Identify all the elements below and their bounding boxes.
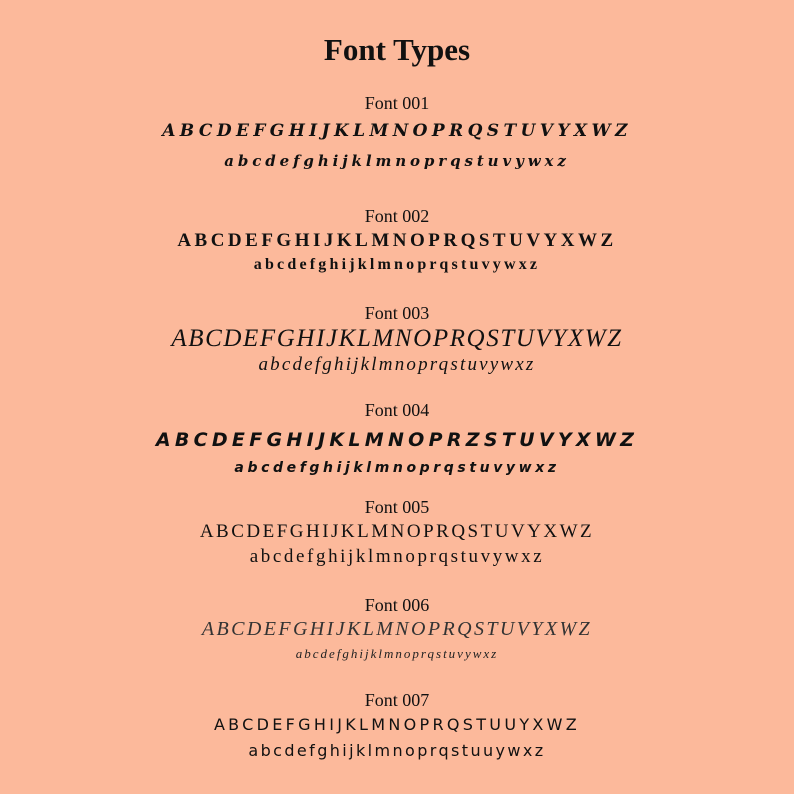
uppercase-sample: ABCDEFGHIJKLMNOPRQSTUVYXWZ bbox=[162, 121, 632, 141]
lowercase-sample: abcdefghijklmnoprqstuvywxz bbox=[224, 152, 570, 170]
font-sample-006 bbox=[0, 594, 794, 664]
font-sample-004 bbox=[0, 399, 794, 479]
lowercase-sample: abcdefghijklmnoprqstuvywxz bbox=[249, 546, 545, 567]
font-label: Font 005 bbox=[364, 497, 430, 517]
font-label: Font 003 bbox=[364, 303, 430, 323]
uppercase-sample: ABCDEFGHIJKLMNOPRQSTUVYXWZ bbox=[199, 521, 595, 542]
font-label: Font 001 bbox=[364, 93, 430, 113]
lowercase-sample: abcdefghijklmnoprqstuvywxz bbox=[258, 354, 536, 375]
uppercase-sample: ABCDEFGHIJKLMNOPRZSTUVYXWZ bbox=[155, 429, 639, 451]
lowercase-sample: abcdefghijklmnoprqstuuywxz bbox=[248, 741, 546, 760]
font-label: Font 002 bbox=[364, 206, 430, 226]
font-label: Font 007 bbox=[364, 690, 430, 710]
page-title: Font Types bbox=[323, 32, 471, 67]
font-sample-003 bbox=[0, 302, 794, 376]
lowercase-sample: abcdefghijklmnoprqstuvywxz bbox=[253, 256, 541, 273]
uppercase-sample: ABCDEFGHIJKLMNOPRQSTUVYXWZ bbox=[201, 618, 593, 640]
lowercase-sample: abcdefghijklmnoprqstuvywxz bbox=[234, 460, 560, 476]
font-sample-007 bbox=[0, 689, 794, 763]
font-sample-001 bbox=[0, 92, 794, 172]
uppercase-sample: ABCDEFGHIJKLMNOPRQSTUVYXWZ bbox=[171, 325, 623, 352]
font-label: Font 006 bbox=[364, 595, 430, 615]
uppercase-sample: ABCDEFGHIJKLMNOPRQSTUUYXWZ bbox=[213, 715, 581, 734]
font-label: Font 004 bbox=[364, 400, 430, 420]
font-sample-005 bbox=[0, 496, 794, 569]
lowercase-sample: abcdefghijklmnoprqstuvywxz bbox=[295, 646, 499, 661]
font-sample-002 bbox=[0, 205, 794, 275]
uppercase-sample: ABCDEFGHIJKLMNOPRQSTUVYXWZ bbox=[177, 230, 617, 251]
